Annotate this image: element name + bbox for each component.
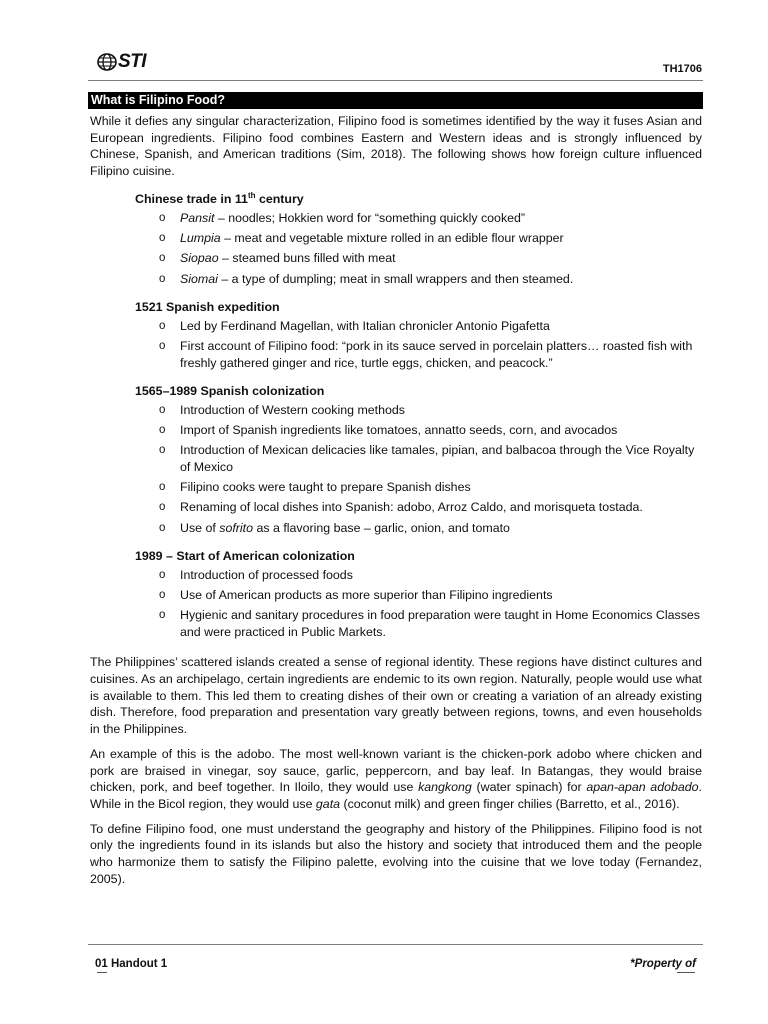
- list-item: [90, 271, 702, 288]
- list-item: o Introduction of Western cooking methods: [90, 402, 702, 419]
- dish-name: Siopao: [180, 251, 219, 266]
- item-emphasis: sofrito: [219, 520, 254, 535]
- intro-paragraph: While it defies any singular characterization, Filipino food is sometimes identified by the way it fuses Asian and European ingredients. Filipino food combines Eastern and Western ideas and is strongly influenced by Chinese, Spanish, and American traditions (Sim, 2018). The following shows how foreign culture influenced Filipino cuisine.: [90, 114, 702, 179]
- dish-desc: – steamed buns filled with meat: [218, 251, 396, 266]
- footer-handout-label: 01 Handout 1: [95, 958, 168, 970]
- dish-name: Pansit: [180, 210, 215, 225]
- dish-name: Siomai: [180, 271, 218, 286]
- section-title-bar: What is Filipino Food?: [88, 92, 703, 109]
- header-rule: [88, 80, 703, 81]
- footer-fragment: [97, 972, 107, 977]
- section-heading-spanish-colonization: 1565–1989 Spanish colonization: [135, 383, 325, 398]
- sti-logo: [97, 51, 146, 73]
- item-text: as a flavoring base – garlic, onion, and tomato: [253, 520, 510, 535]
- list-item: o Led by Ferdinand Magellan, with Italian chronicler Antonio Pigafetta: [90, 318, 702, 335]
- list-item: o Filipino cooks were taught to prepare Spanish dishes: [90, 479, 702, 496]
- term-kangkong: kangkong: [418, 780, 472, 795]
- list-item: o Use of American products as more superior than Filipino ingredients: [90, 587, 702, 604]
- list-item: o Introduction of Mexican delicacies like tamales, pipian, and balbacoa through the Vice Royalty of Mexico: [90, 442, 702, 475]
- dish-desc: – meat and vegetable mixture rolled in an edible flour wrapper: [220, 230, 564, 245]
- list-spanish-expedition: [90, 318, 702, 372]
- list-american: [90, 567, 702, 641]
- section-heading-chinese: [135, 188, 702, 208]
- list-item: o Import of Spanish ingredients like tomatoes, annatto seeds, corn, and avocados: [90, 422, 702, 439]
- section-heading-american: 1989 – Start of American colonization: [135, 549, 355, 564]
- list-item: [90, 230, 702, 247]
- heading-superscript: th: [247, 190, 256, 200]
- adobo-paragraph: An example of this is the adobo. The most well-known variant is the chicken-pork adobo where chicken and pork are braised in vinegar, soy sauce, garlic, peppercorn, and bay leaf. In Batangas, they would braise chicken, pork, and beef together. In Iloilo, they would use kangkong (water spinach) for apan-apan adobado. While in the Bicol region, they would use gata (coconut milk) and green finger chilies (Barretto, et al., 2016).: [90, 746, 702, 811]
- list-chinese: [90, 210, 702, 288]
- handout-body: [90, 113, 702, 887]
- term-apan-apan: apan-apan adobado: [586, 780, 699, 795]
- section-heading-spanish-expedition: 1521 Spanish expedition: [135, 299, 280, 314]
- list-item: o First account of Filipino food: “pork in its sauce served in porcelain platters… roasted fish with freshly gathered ginger and rice, turtle eggs, chicken, and peacock.”: [90, 338, 702, 371]
- definition-paragraph: To define Filipino food, one must understand the geography and history of the Philippines. Filipino food is not only the ingredients found in its islands but also the history and society that introduced them and the people who harmonize them to satisfy the Filipino palette, evolving into the cuisine that we love today (Fernandez, 2005).: [90, 821, 702, 886]
- footer-property-label: *Property of: [630, 958, 696, 970]
- regional-paragraph: The Philippines’ scattered islands created a sense of regional identity. These regions have distinct cultures and cuisines. As an archipelago, certain ingredients are endemic to its own region. Naturally, people would use what is available to them. This led them to creating dishes of their own or creating a variation of an already existing dish. Therefore, food preparation and presentation vary greatly between regions, towns, and even households in the Philippines.: [90, 655, 702, 737]
- list-item: o Hygienic and sanitary procedures in food preparation were taught in Home Economics Classes and were practiced in Public Markets.: [90, 607, 702, 640]
- list-item: o Introduction of processed foods: [90, 567, 702, 584]
- list-item: [90, 210, 702, 227]
- dish-desc: – a type of dumpling; meat in small wrappers and then steamed.: [217, 271, 574, 286]
- footer-fragment: [677, 972, 695, 977]
- footer-rule: [88, 944, 703, 945]
- term-gata: gata: [315, 796, 341, 811]
- document-code: TH1706: [662, 63, 702, 75]
- list-item: [90, 250, 702, 267]
- list-spanish-colonization: [90, 402, 702, 537]
- globe-icon: [97, 53, 117, 71]
- dish-name: Lumpia: [180, 230, 221, 245]
- logo-text: STI: [118, 51, 147, 72]
- list-item: [90, 520, 702, 537]
- item-text: Use of: [180, 520, 220, 535]
- list-item: o Renaming of local dishes into Spanish: adobo, Arroz Caldo, and morisqueta tostada.: [90, 499, 702, 516]
- heading-tail: century: [255, 191, 304, 206]
- heading-text: Chinese trade in 11: [135, 191, 248, 206]
- dish-desc: – noodles; Hokkien word for “something quickly cooked”: [214, 210, 526, 225]
